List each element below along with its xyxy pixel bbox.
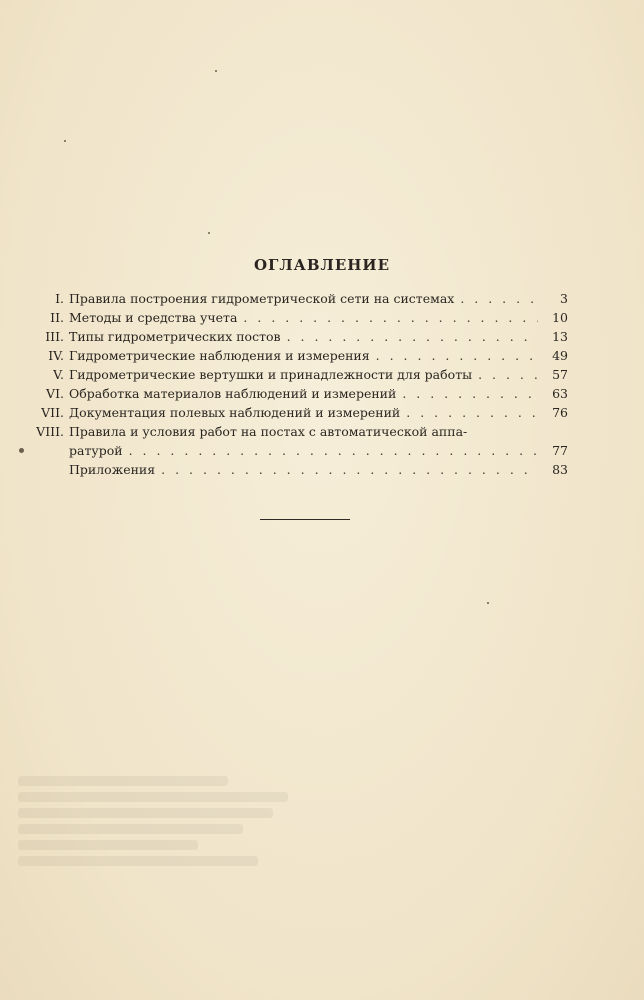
- toc-entry-page: 57: [552, 367, 568, 382]
- faded-bleedthrough-stamp: [18, 770, 318, 920]
- toc-entry-page: 77: [552, 443, 568, 458]
- toc-entry: [20, 346, 568, 365]
- toc-entry-text: ратурой: [69, 443, 123, 458]
- toc-entry-text: Гидрометрические вертушки и принадлежности для работы: [69, 367, 473, 382]
- ink-spot: [215, 70, 217, 72]
- toc-entry-number: VIII.: [36, 424, 64, 439]
- toc-leader-dots: [376, 346, 538, 365]
- toc-entry-text: Типы гидрометрических постов: [69, 329, 281, 344]
- toc-leader-dots: [460, 289, 538, 308]
- ink-spot: [19, 448, 24, 453]
- toc-title: ОГЛАВЛЕНИЕ: [253, 256, 391, 274]
- toc-entry-text: Документация полевых наблюдений и измерений: [69, 405, 401, 420]
- toc-entry-page: 83: [552, 462, 568, 477]
- toc-entry: [20, 403, 568, 422]
- toc-entry-text: Приложения: [69, 462, 156, 477]
- toc-leader-dots: [161, 460, 538, 479]
- toc-entry-page: 63: [552, 386, 568, 401]
- toc-entry-text: Методы и средства учета: [69, 310, 238, 325]
- toc-entry-text: Правила и условия работ на постах с автоматической аппа-: [69, 424, 468, 439]
- toc-entry-text: Гидрометрические наблюдения и измерения: [69, 348, 370, 363]
- toc-entry-number: III.: [45, 329, 64, 344]
- toc-entry-number: VII.: [41, 405, 64, 420]
- toc-entry-number: I.: [55, 291, 64, 306]
- toc-entry-page: 10: [552, 310, 568, 325]
- ink-spot: [64, 140, 66, 142]
- toc-entry: [20, 384, 568, 403]
- toc-entry-number: II.: [50, 310, 64, 325]
- toc-entry-number: VI.: [46, 386, 64, 401]
- ink-spot: [487, 602, 489, 604]
- toc-entry: [20, 289, 568, 308]
- toc-entry-text: Правила построения гидрометрической сети на системах: [69, 291, 455, 306]
- toc-entry-number: IV.: [48, 348, 64, 363]
- toc-leader-dots: [402, 384, 538, 403]
- toc-leader-dots: [129, 441, 538, 460]
- section-divider: [260, 519, 350, 520]
- toc-leader-dots: [478, 365, 538, 384]
- toc-entry: [20, 365, 568, 384]
- toc-entry-number: V.: [53, 367, 64, 382]
- toc-leader-dots: [287, 327, 538, 346]
- toc-leader-dots: [243, 308, 538, 327]
- toc-entry-page: 76: [552, 405, 568, 420]
- toc-entry-page: 13: [552, 329, 568, 344]
- toc-entry-page: 3: [560, 291, 568, 306]
- ink-spot: [208, 232, 210, 234]
- table-of-contents: [20, 289, 568, 479]
- toc-entry-continuation: [20, 441, 568, 460]
- toc-leader-dots: [406, 403, 538, 422]
- toc-entry: [20, 327, 568, 346]
- toc-entry: [20, 460, 568, 479]
- toc-entry: [20, 308, 568, 327]
- toc-entry-text: Обработка материалов наблюдений и измерений: [69, 386, 397, 401]
- toc-entry-page: 49: [552, 348, 568, 363]
- toc-entry: [20, 422, 568, 441]
